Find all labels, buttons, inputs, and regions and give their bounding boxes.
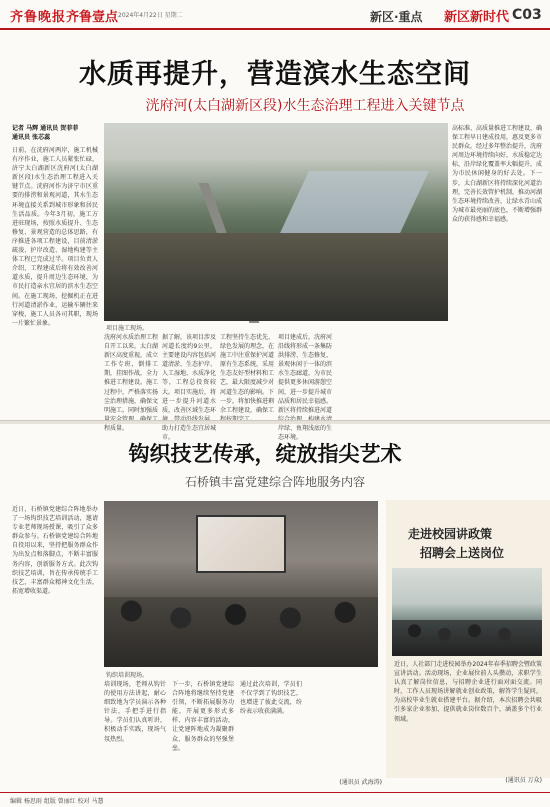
photo-caption-2: 钩织培训现场。 [106, 672, 149, 679]
byline-line-2: 通讯员 张芯蕊 [12, 134, 51, 141]
article1-col4: 工程坚持生态优先、绿色发展的理念，在施工中注重保护河道原有生态系统，采用生态友好型材料和工艺，最大限度减少对河道生态的影响。下一步，将加快推进剩余工程建设，确保工 [220, 334, 275, 414]
newspaper-logo: 齐鲁晚报 [10, 10, 67, 25]
article2-col3: 下一步，石桥镇党建综合阵地将继续坚持党建引领，不断拓展服务功能，开展更多形式多样、内容丰富的活动，让党建阵地成为凝聚群众、服务群众的坚强堡垒。 [172, 681, 234, 752]
section-brand: 新区新时代 [444, 10, 510, 25]
crowd-shape [392, 620, 542, 656]
article1-col1: 日前，在洸府河两岸，施工机械有序作业，施工人员紧张忙碌，济宁太白湖新区洸府河(太白湖新区段)水生态治理工程进入关键节点。洸府河作为济宁市区重要的排涝和景观河道，其水生态环境直接关系到城市形象和居民生活品质。今年3月初，施工方进驻现场，按照水质提升、生态修复、景观营造的总体思路，有序推进各项工程建设，目前清淤疏浚、护岸改造、湿地构建等主体工程已完成过半。项目负责人介绍，工程建成后将有效改善河道水质，提升周边生态环境，为市民打造亲水宜居的滨水生态空间。在施工现场，挖掘机正在进行河道清淤作业，运输车辆往来穿梭，施工人员各司其职，现场一片繁忙景象。 [12, 147, 98, 327]
audience-shape [104, 597, 378, 667]
article1-col5: 项目建成后，洸府河沿线将形成一条集防洪排涝、生态修复、景观休闲于一体的滨水生态廊道，为市民提供更多休闲游憩空间，进一步提升城市品质和居民幸福感。新区将持续推进河道 岸绿、鱼翔浅底的生态环境。 [278, 334, 333, 442]
footer-credits: 编辑 杨思雨 组版 曾丽红 校对 马慧 [10, 798, 104, 805]
article2-credit: (通讯员 武海涛) [339, 779, 382, 786]
article1-col2: 洸府河水质治理工程自开工以来，太白湖新区高度重视，成立工作专班，倒排工期，挂图作战，全力推进工程建设。施工过程中，严格落实扬尘治理措施，确保文明施工。同时加强质 程质量。 [104, 334, 159, 432]
headline-1: 水质再提升，营造滨水生态空间 [79, 59, 471, 90]
river-photo [104, 123, 448, 321]
issue-date: 2024年4月22日 星期二 [118, 12, 183, 19]
training-photo [104, 501, 378, 667]
article1-col3: 据了解，该项目涉及河道长度约9公里，主要建设内容包括河道清淤、生态护岸、人工湿地、水质净化等，工程总投资较大。项目实施后，将进一步提升河道水质，改善区域生态环 助力打造生态宜居城市。 [162, 334, 217, 442]
app-logo: 齐鲁壹点 [66, 10, 119, 25]
headline-2: 钩织技艺传承，绽放指尖艺术 [128, 441, 402, 466]
article1-col6: 高标准、高质量推进工程建设，确保工程早日建成投用，惠及更多市民群众。经过多年整治提升，洸府河周边环境持续向好，水质稳定达标，沿岸绿化覆盖率大幅提升，成为市民休闲健身的好去处。下一步，太白湖新区将持续深化河道治理，完善长效管护机制，推动河湖生态环境持续改善，让绿水青山成为城市最亮丽的底色，不断增强群众的获得感和幸福感。 [452, 125, 543, 223]
photo-caption-1: 项目施工现场。 [106, 325, 149, 332]
article2-col4: 通过此次培训，学员们不仅学到了钩织技艺，也增进了彼此交流，纷纷表示收获满满。 [240, 681, 302, 716]
byline-line-1: 记者 马辉 通讯员 贺菲菲 [12, 125, 79, 132]
article2-col1: 近日，石桥镇党建综合阵地举办了一场钩织技艺培训活动，邀请专业老师现场授课，吸引了众多群众参与。石桥镇党建综合阵地自投用以来，坚持把服务群众作为出发点和落脚点，不断丰富服务内容，创新服务方式。此次钩织技艺培训，旨在传承传统手工技艺，丰富群众精神文化生活，拓宽增收渠道。 [12, 506, 98, 595]
sidebar-title-1: 走进校园讲政策 [408, 527, 493, 541]
subheadline-1: 洸府河(太白湖新区段)水生态治理工程进入关键节点 [145, 98, 465, 114]
section-title: 新区·重点 [370, 10, 423, 24]
sidebar-credit: (通讯员 万众) [505, 777, 542, 784]
projector-screen [196, 515, 286, 573]
sidebar-title-2: 招聘会上送岗位 [420, 546, 505, 560]
article2-col2: 培训现场，老师从钩针的使用方法讲起，耐心细致地为学员演示各种针法，手把手进行指导。学员们认真听讲，积极动手实践，现场气氛热烈。 [104, 681, 166, 743]
subheadline-2: 石桥镇丰富党建综合阵地服务内容 [184, 475, 365, 489]
job-fair-photo [392, 568, 542, 656]
ground-shape [104, 233, 448, 321]
byline-1 [12, 124, 100, 142]
sidebar-text: 近日，人社部门走进校园举办2024年春季招聘会暨政策宣讲活动。活动现场，企业展位前人头攒动，求职学生认真了解岗位信息，与招聘企业进行面对面交流。同时，工作人员现场讲解就业创业政策，解答学生疑问，为高校毕业生就业搭建平台。据介绍，本次招聘会共吸引多家企业参加，提供就业岗位数百个，涵盖多个行业领域。 [394, 661, 542, 723]
page-number: C03 [512, 7, 542, 23]
section-divider [0, 420, 550, 424]
